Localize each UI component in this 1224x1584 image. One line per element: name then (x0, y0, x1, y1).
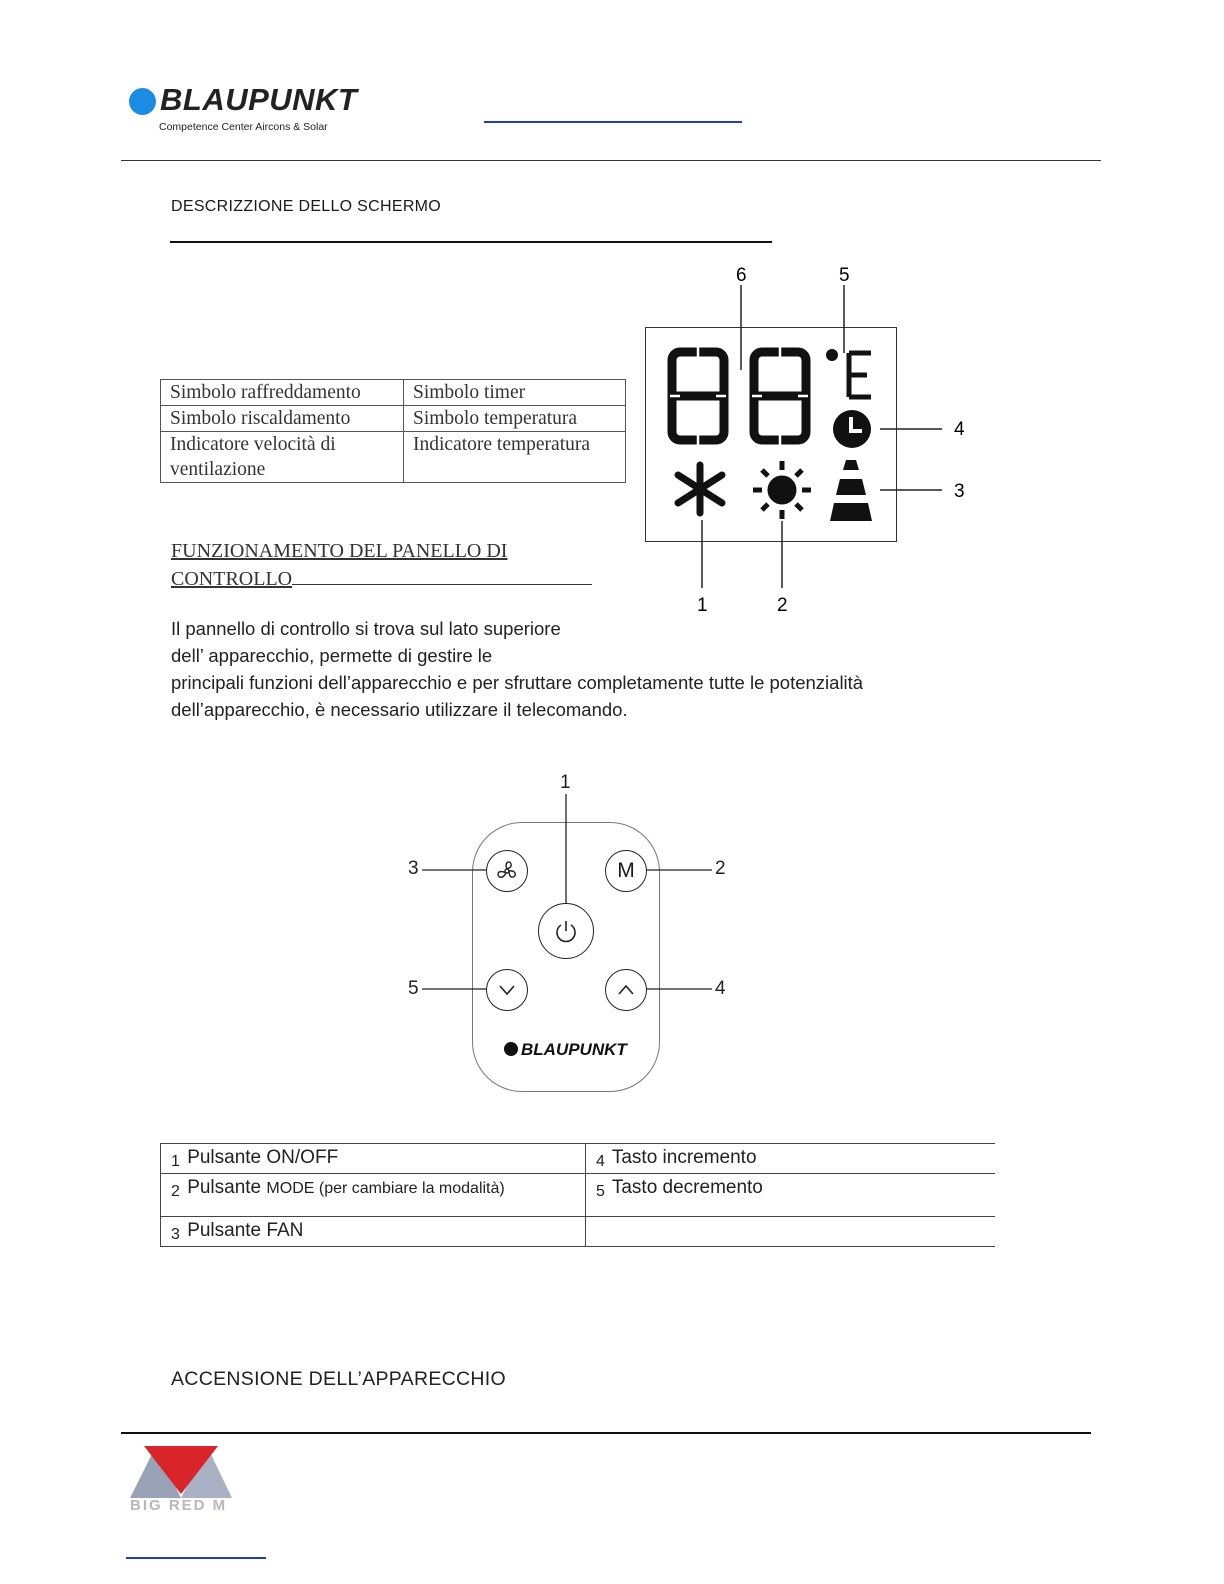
item-number: 1 (171, 1153, 180, 1170)
increment-button[interactable] (605, 969, 647, 1011)
power-button[interactable] (538, 903, 594, 959)
fan-button[interactable] (486, 850, 528, 892)
table-cell: Simbolo timer (404, 380, 626, 406)
remote-callout-4: 4 (715, 978, 726, 999)
item-label: Tasto incremento (611, 1147, 757, 1168)
item-number: 4 (596, 1153, 605, 1170)
callout-4: 4 (954, 419, 965, 440)
paragraph-line: dell’apparecchio, è necessario utilizzare il telecomando. (171, 699, 628, 720)
control-panel-leaders (400, 770, 740, 1010)
remote-callout-2: 2 (715, 858, 726, 879)
fan-speed-icon (830, 460, 872, 521)
paragraph-line: dell’ apparecchio, permette di gestire le (171, 645, 493, 666)
lcd-digits (672, 352, 806, 440)
item-label: Pulsante (187, 1177, 267, 1198)
panel-section-title (171, 538, 592, 592)
table-cell (161, 1144, 586, 1174)
brand-logo-dot (129, 88, 156, 115)
footer-logo-text: BIG RED M (130, 1497, 228, 1514)
item-number: 5 (596, 1183, 605, 1200)
table-row (161, 1217, 996, 1247)
big-red-m-logo (130, 1444, 232, 1498)
lcd-diagram (640, 255, 980, 625)
degree-dot-icon (826, 349, 838, 361)
table-cell: Simbolo raffreddamento (161, 380, 404, 406)
decrement-button[interactable] (486, 969, 528, 1011)
remote-brand-logo (504, 1040, 627, 1060)
screen-section-title: DESCRIZZIONE DELLO SCHERMO (171, 198, 442, 215)
item-label-mode: MODE (per cambiare la modalità) (266, 1180, 505, 1197)
mode-button[interactable]: M (605, 850, 647, 892)
buttons-table (160, 1143, 995, 1247)
table-cell (586, 1144, 996, 1174)
symbol-legend-table (160, 379, 626, 483)
remote-callout-1: 1 (560, 772, 571, 793)
chevron-down-icon (497, 980, 517, 1000)
table-row (161, 1144, 996, 1174)
brand-name: BLAUPUNKT (160, 82, 358, 117)
header-divider (121, 160, 1101, 161)
callout-5: 5 (839, 265, 850, 286)
table-row (161, 432, 626, 483)
table-row (161, 406, 626, 432)
footer-divider (121, 1432, 1091, 1434)
remote-callout-3: 3 (408, 858, 419, 879)
fan-icon (494, 858, 520, 884)
table-cell: Indicatore velocità di ventilazione (161, 432, 404, 483)
unit-e-icon (849, 353, 871, 397)
callout-1: 1 (697, 595, 708, 616)
table-cell (161, 1174, 586, 1217)
table-cell: Simbolo temperatura (404, 406, 626, 432)
title-fill-line (292, 564, 592, 585)
callout-3: 3 (954, 481, 965, 502)
panel-description (171, 615, 991, 723)
timer-clock-icon (833, 410, 871, 448)
table-cell (161, 1217, 586, 1247)
table-row (161, 380, 626, 406)
power-icon (552, 917, 580, 945)
section-underline (170, 241, 772, 243)
table-row (161, 1174, 996, 1217)
table-cell: Indicatore temperatura (404, 432, 626, 483)
sun-icon (753, 461, 811, 519)
paragraph-line: Il pannello di controllo si trova sul lato superiore (171, 618, 561, 639)
item-number: 2 (171, 1183, 180, 1200)
remote-callout-5: 5 (408, 978, 419, 999)
paragraph-line: principali funzioni dell’apparecchio e per sfruttare completamente tutte le potenzialità (171, 672, 864, 693)
callout-6: 6 (736, 265, 747, 286)
power-on-section-title: ACCENSIONE DELL’APPARECCHIO (171, 1368, 506, 1390)
item-label: Tasto decremento (611, 1177, 763, 1198)
table-cell (586, 1174, 996, 1217)
brand-dot-icon (504, 1042, 518, 1056)
brand-tagline: Competence Center Aircons & Solar (159, 121, 328, 133)
snowflake-icon (678, 465, 722, 513)
remote-brand-name: BLAUPUNKT (521, 1040, 627, 1059)
footer-link[interactable] (126, 1557, 266, 1559)
header-link[interactable] (484, 121, 742, 123)
table-cell: Simbolo riscaldamento (161, 406, 404, 432)
chevron-up-icon (616, 980, 636, 1000)
panel-title-line2: CONTROLLO (171, 568, 293, 590)
item-label: Pulsante ON/OFF (187, 1147, 339, 1168)
callout-2: 2 (777, 595, 788, 616)
panel-title-line1: FUNZIONAMENTO DEL PANELLO DI (171, 540, 508, 562)
item-number: 3 (171, 1226, 180, 1243)
item-label: Pulsante FAN (187, 1220, 304, 1241)
table-cell (586, 1217, 996, 1247)
